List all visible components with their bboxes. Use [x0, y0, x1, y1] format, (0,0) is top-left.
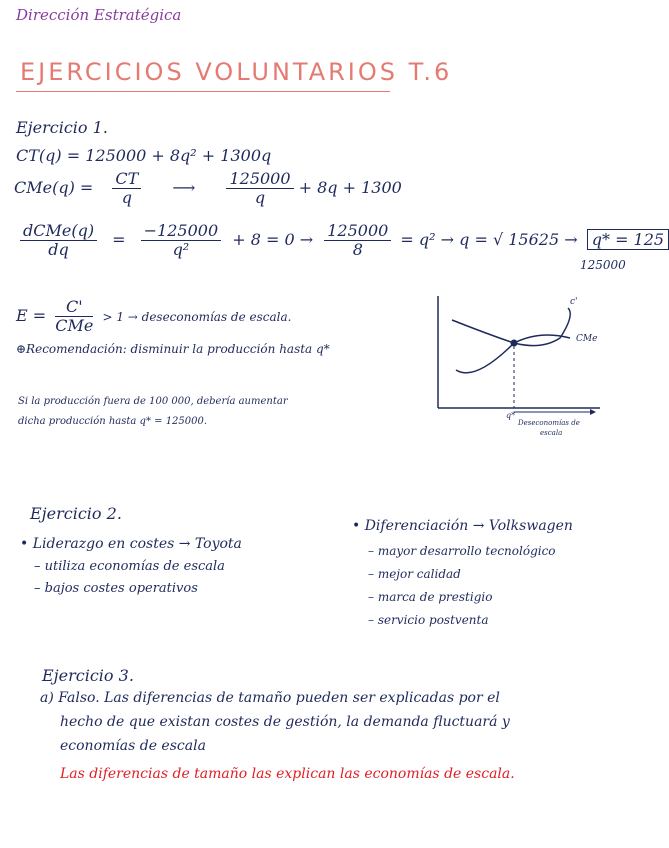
derivative-term1	[141, 222, 221, 259]
derivative-term2-num: 125000	[324, 222, 391, 241]
ex2-right-list	[368, 540, 556, 632]
ex3-line-3: economías de escala	[60, 738, 206, 754]
note-line-2: dicha producción hasta q* = 125000.	[18, 416, 208, 427]
ex3-line-2: hecho de que existan costes de gestión, la demanda fluctuará y	[60, 714, 510, 730]
list-item: – mejor calidad	[368, 567, 461, 581]
cme-equation	[14, 170, 402, 207]
cost-curves-sketch	[430, 290, 640, 440]
derivative-term2-den: 8	[352, 240, 363, 259]
elasticity-rhs: > 1 → deseconomías de escala.	[102, 310, 292, 324]
derivative-equation	[20, 222, 669, 259]
label-q-star: q*	[506, 411, 516, 420]
note-line-1: Si la producción fuera de 100 000, debería aumentar	[18, 396, 288, 407]
cme-expanded-den: q	[254, 188, 266, 207]
elasticity-fraction	[55, 298, 93, 335]
cme-lhs: CMe(q) =	[14, 178, 94, 197]
ct-equation: CT(q) = 125000 + 8q² + 1300q	[16, 146, 272, 165]
subject-header: Dirección Estratégica	[16, 6, 182, 24]
title-underline	[16, 91, 390, 92]
derivative-tail: + 8 = 0 →	[232, 230, 314, 249]
page-title: EJERCICIOS VOLUNTARIOS T.6	[20, 58, 453, 86]
derivative-solution: = q² → q = √ 15625 →	[400, 230, 578, 249]
ex2-right-bullet: • Diferenciación → Volkswagen	[352, 518, 573, 534]
cme-expanded-num: 125000	[226, 170, 293, 189]
ex2-heading: Ejercicio 2.	[30, 504, 122, 523]
label-diseconomies-2: escala	[540, 429, 563, 437]
list-item: – marca de prestigio	[368, 590, 493, 604]
elasticity-num: C'	[55, 298, 93, 317]
intersection-point	[511, 340, 518, 347]
q-star-box: q* = 125	[587, 229, 669, 250]
list-item: – mayor desarrollo tecnológico	[368, 544, 556, 558]
derivative-den: dq	[48, 240, 69, 259]
label-cme: CMe	[576, 334, 598, 344]
derivative-fraction	[20, 222, 97, 259]
ex3-correction: Las diferencias de tamaño las explican las economías de escala.	[60, 766, 515, 782]
ex3-heading: Ejercicio 3.	[42, 666, 134, 685]
ex2-left-list	[34, 556, 225, 600]
list-item: – utiliza economías de escala	[34, 559, 225, 574]
ex3-line-1: a) Falso. Las diferencias de tamaño pueden ser explicadas por el	[40, 690, 500, 706]
elasticity-equation	[16, 298, 291, 335]
cme-fraction	[112, 170, 141, 207]
elasticity-den: CMe	[55, 316, 94, 335]
list-item: – bajos costes operativos	[34, 581, 198, 596]
derivative-term1-den: q²	[172, 240, 190, 259]
label-diseconomies-1: Deseconomías de	[518, 419, 580, 427]
recommendation: ⊕Recomendación: disminuir la producción hasta q*	[16, 342, 330, 356]
elasticity-lhs: E =	[16, 306, 47, 325]
derivative-eq-sign: =	[112, 230, 126, 249]
cme-expanded-tail: + 8q + 1300	[298, 178, 402, 197]
list-item: – servicio postventa	[368, 613, 489, 627]
derivative-num: dCMe(q)	[20, 222, 97, 241]
cme-fraction-den: q	[121, 188, 132, 207]
ex2-left-bullet: • Liderazgo en costes → Toyota	[20, 536, 242, 552]
marginal-cost-curve	[452, 308, 570, 346]
label-c: c'	[570, 297, 578, 307]
derivative-term2	[324, 222, 391, 259]
cme-fraction-num: CT	[112, 170, 141, 189]
ex1-heading: Ejercicio 1.	[16, 118, 108, 137]
diseconomies-arrowhead	[590, 409, 596, 415]
q-star-value: 125000	[580, 258, 626, 272]
derivative-term1-num: −125000	[141, 222, 221, 241]
cme-expanded-fraction	[226, 170, 293, 207]
cme-arrow: ⟶	[172, 178, 196, 197]
